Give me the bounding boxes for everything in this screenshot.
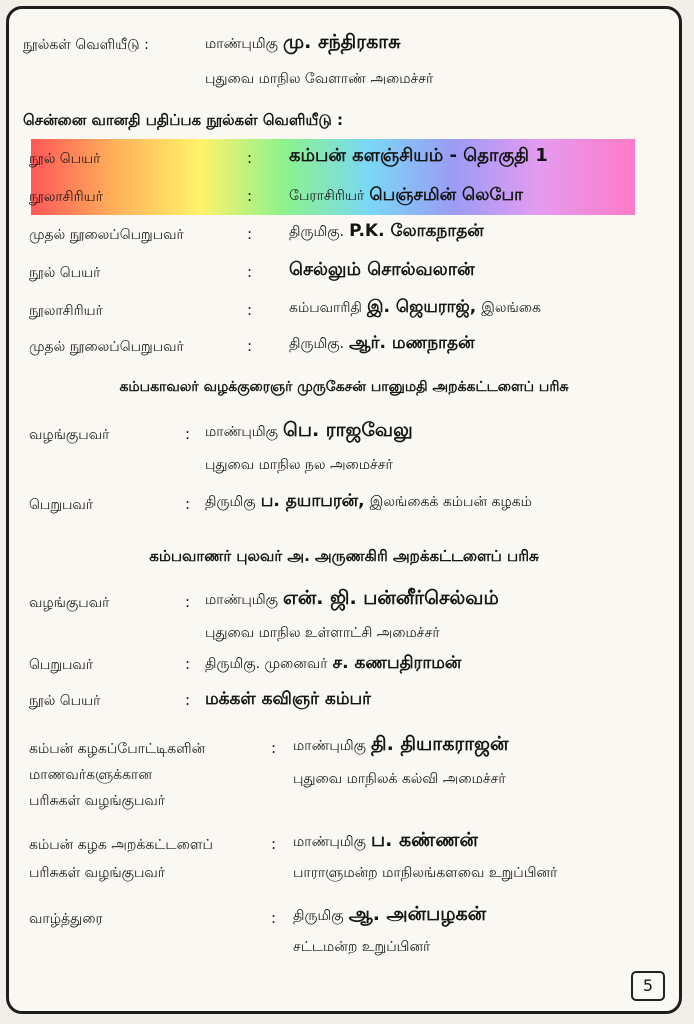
greeting-person: [293, 903, 486, 928]
book2-book-label: நூல் பெயர்: [29, 265, 101, 281]
prize1-giver-title: புதுவை மாநில நல அமைச்சர்: [205, 457, 393, 473]
book2-receiver-value: ஆர். மணநாதன்: [349, 333, 475, 353]
release-name: மு. சந்திரகாசு: [283, 31, 401, 53]
prize2-recipient: [205, 653, 461, 675]
trust-prefix: மாண்புமிகு: [293, 834, 366, 850]
prize2-recipient-prefix: திருமிகு. முனைவர்: [205, 656, 328, 672]
prize2-book-label: நூல் பெயர்: [29, 693, 101, 709]
prize1-recipient-value: ப. தயாபரன்,: [260, 491, 365, 511]
prize2-giver-value: என். ஜி. பன்னீர்செல்வம்: [283, 587, 499, 609]
prize2-recipient-label: பெறுபவர்: [29, 657, 94, 673]
prize1-giver-value: பெ. ராஜவேலு: [283, 419, 413, 441]
students-giver: [293, 733, 508, 758]
colon: :: [247, 301, 253, 319]
book1-author: [289, 185, 523, 207]
students-title: புதுவை மாநிலக் கல்வி அமைச்சர்: [293, 771, 506, 787]
prize1-recipient: [205, 491, 532, 513]
students-prefix: மாண்புமிகு: [293, 738, 366, 754]
book1-receiver-prefix: திருமிகு.: [289, 224, 345, 240]
prize2-book-value: மக்கள் கவிஞர் கம்பர்: [205, 689, 372, 709]
book1-author-label: நூலாசிரியர்: [29, 189, 103, 205]
page-number: 5: [631, 971, 665, 1001]
book1-author-value: பெஞ்சமின் லெபோ: [369, 185, 523, 205]
prize1-giver-prefix: மாண்புமிகு: [205, 424, 278, 440]
release-prefix: மாண்புமிகு: [205, 36, 278, 52]
prize1-recipient-label: பெறுபவர்: [29, 497, 94, 513]
colon: :: [185, 655, 191, 673]
page-frame: [6, 6, 682, 1014]
book2-author: [289, 297, 541, 319]
book1-receiver-label: முதல் நூலைப்பெறுபவர்: [29, 227, 184, 243]
prize1-recipient-prefix: திருமிகு: [205, 494, 256, 510]
greeting-prefix: திருமிகு: [293, 908, 344, 924]
prize2-giver-title: புதுவை மாநில உள்ளாட்சி அமைச்சர்: [205, 625, 440, 641]
trust-giver: [293, 829, 478, 854]
colon: :: [185, 691, 191, 709]
trust-label-1: கம்பன் கழக அறக்கட்டளைப்: [29, 837, 213, 853]
prize1-giver-label: வழங்குபவர்: [29, 427, 110, 443]
book2-author-suffix: இலங்கை: [481, 300, 542, 316]
book1-receiver: [289, 221, 484, 243]
greeting-label: வாழ்த்துரை: [29, 911, 103, 927]
book2-receiver: [289, 333, 475, 355]
trust-title: பாராளுமன்ற மாநிலங்களவை உறுப்பினர்: [293, 865, 558, 881]
colon: :: [247, 337, 253, 355]
prize1-heading: கம்பகாவலர் வழக்குரைஞர் முருகேசன் பானுமதி அறக்கட்டளைப் பரிசு: [119, 379, 569, 395]
colon: :: [271, 909, 277, 927]
book2-author-prefix: கம்பவாரிதி: [289, 300, 362, 316]
book2-author-label: நூலாசிரியர்: [29, 303, 103, 319]
students-label-2: மாணவர்களுக்கான: [29, 767, 152, 783]
colon: :: [247, 263, 253, 281]
prize1-giver: [205, 419, 413, 444]
colon: :: [247, 149, 253, 167]
colon: :: [247, 225, 253, 243]
trust-label-2: பரிசுகள் வழங்குபவர்: [29, 865, 166, 881]
prize2-giver-prefix: மாண்புமிகு: [205, 592, 278, 608]
greeting-value: ஆ. அன்பழகன்: [348, 903, 487, 925]
greeting-title: சட்டமன்ற உறுப்பினர்: [293, 939, 431, 955]
publisher-heading: சென்னை வானதி பதிப்பக நூல்கள் வெளியீடு :: [23, 111, 343, 129]
release-title: புதுவை மாநில வேளாண் அமைச்சர்: [205, 71, 434, 87]
colon: :: [185, 425, 191, 443]
prize2-giver-label: வழங்குபவர்: [29, 595, 110, 611]
students-label-1: கம்பன் கழகப்போட்டிகளின்: [29, 741, 206, 757]
prize1-recipient-suffix: இலங்கைக் கம்பன் கழகம்: [369, 494, 532, 510]
colon: :: [185, 495, 191, 513]
prize2-heading: கம்பவாணர் புலவர் அ. அருணகிரி அறக்கட்டளைப் பரிசு: [149, 547, 539, 565]
students-label-3: பரிசுகள் வழங்குபவர்: [29, 793, 166, 809]
book1-receiver-value: P.K. லோகநாதன்: [349, 221, 484, 241]
prize2-recipient-value: ச. கணபதிராமன்: [332, 653, 462, 673]
book1-author-prefix: பேராசிரியர்: [289, 188, 365, 204]
colon: :: [185, 593, 191, 611]
book2-receiver-label: முதல் நூலைப்பெறுபவர்: [29, 339, 184, 355]
book1-book-value: கம்பன் களஞ்சியம் - தொகுதி 1: [289, 145, 548, 166]
book1-book-label: நூல் பெயர்: [29, 151, 101, 167]
release-person: [205, 31, 401, 56]
students-value: தி. தியாகராஜன்: [371, 733, 509, 755]
book2-book-value: செல்லும் சொல்வலான்: [289, 259, 475, 280]
trust-value: ப. கண்ணன்: [371, 829, 478, 851]
prize2-giver: [205, 587, 499, 612]
release-label: நூல்கள் வெளியீடு :: [23, 37, 149, 53]
book2-receiver-prefix: திருமிகு.: [289, 336, 345, 352]
colon: :: [247, 187, 253, 205]
colon: :: [271, 739, 277, 757]
book2-author-value: இ. ஜெயராஜ்,: [367, 297, 477, 317]
colon: :: [271, 835, 277, 853]
